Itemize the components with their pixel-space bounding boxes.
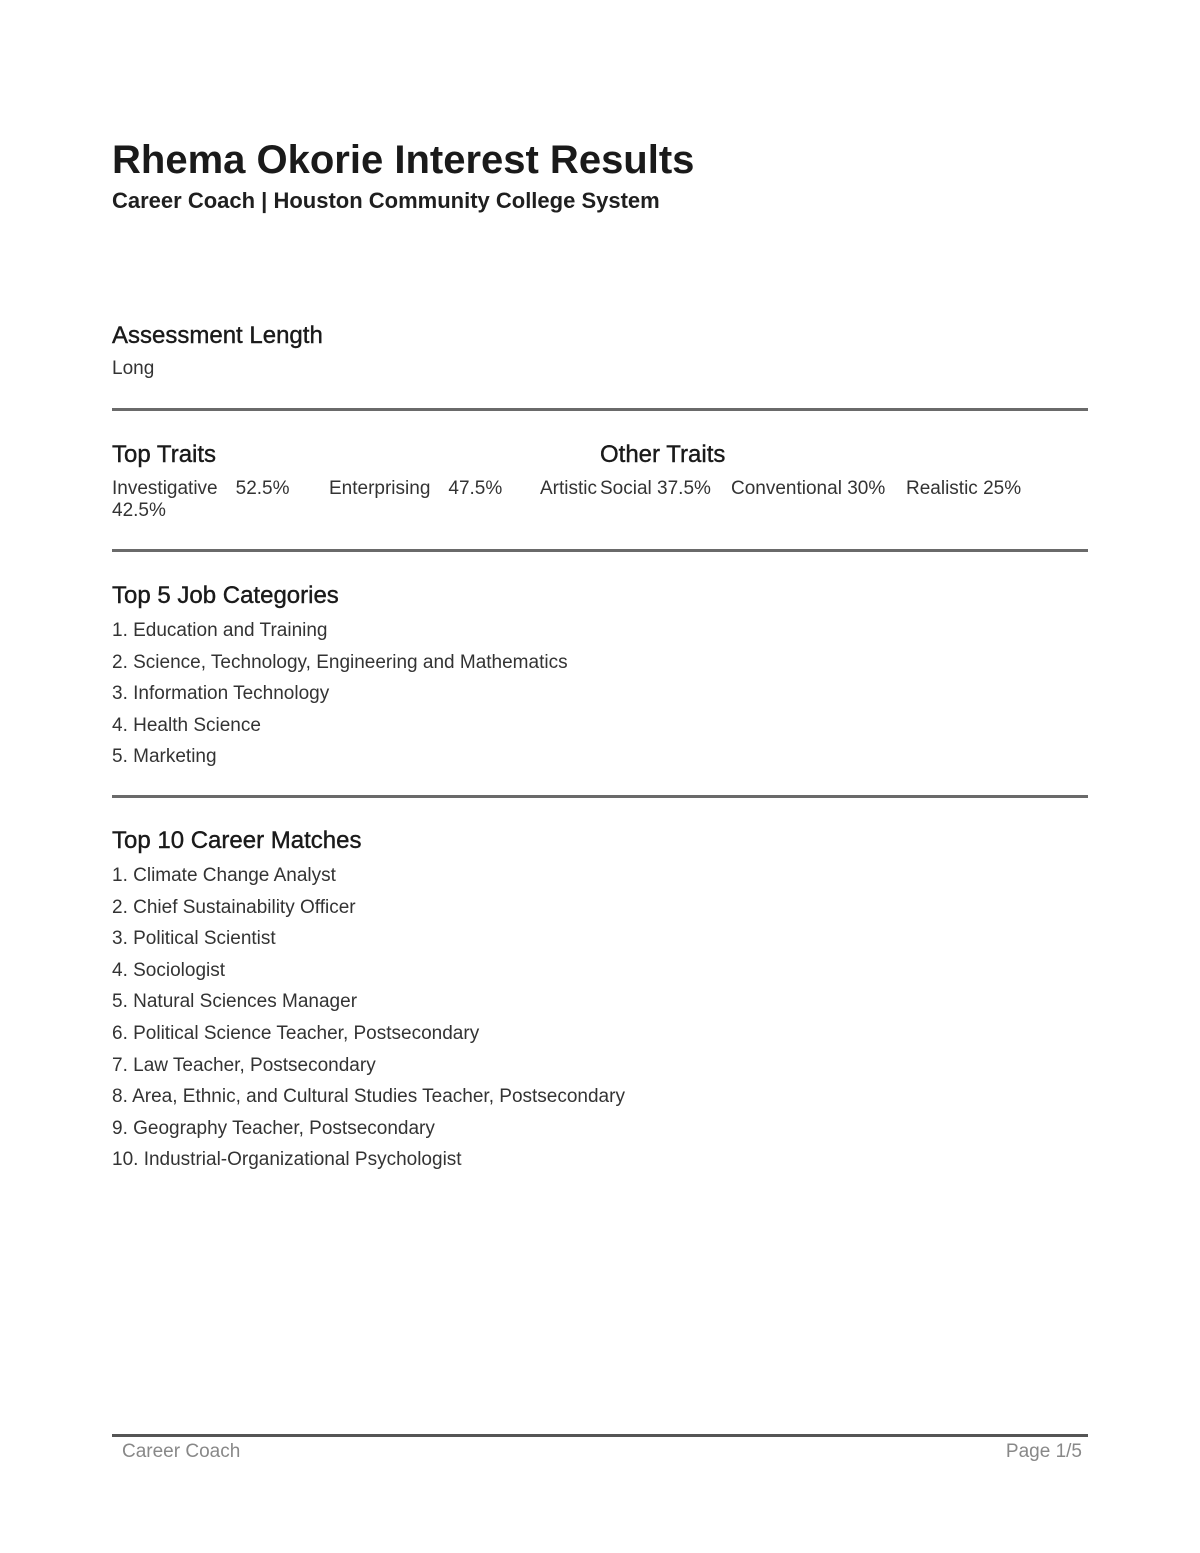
trait-item	[540, 478, 597, 500]
list-item: 3. Political Scientist	[112, 928, 276, 950]
trait-percent: 25%	[983, 478, 1022, 499]
page-number: Page 1/5	[1005, 1441, 1082, 1462]
trait-item	[600, 478, 711, 500]
list-item: 7. Law Teacher, Postsecondary	[112, 1054, 376, 1076]
footer-brand: Career Coach	[122, 1441, 241, 1462]
list-item: 2. Science, Technology, Engineering and Mathematics	[112, 651, 568, 673]
trait-item	[329, 478, 502, 500]
page-subtitle: Career Coach | Houston Community College System	[112, 188, 660, 213]
page-title: Rhema Okorie Interest Results	[112, 138, 695, 182]
career-matches-section	[112, 827, 625, 1181]
footer-divider	[112, 1434, 1088, 1437]
trait-name: Realistic	[906, 478, 978, 499]
assessment-heading: Assessment Length	[112, 322, 323, 349]
assessment-section	[112, 322, 323, 380]
job-categories-heading: Top 5 Job Categories	[112, 582, 339, 609]
list-item: 4. Health Science	[112, 714, 261, 736]
assessment-value: Long	[112, 358, 155, 379]
list-item: 5. Marketing	[112, 746, 217, 768]
list-item: 2. Chief Sustainability Officer	[112, 896, 356, 918]
trait-percent: 42.5%	[112, 500, 166, 521]
trait-name: Investigative	[112, 478, 218, 499]
job-categories-section	[112, 582, 568, 778]
list-item: 3. Information Technology	[112, 683, 330, 705]
traits-row	[112, 478, 1088, 528]
section-divider	[112, 795, 1088, 798]
section-divider	[112, 549, 1088, 552]
career-matches-list	[112, 865, 625, 1181]
list-item: 10. Industrial-Organizational Psychologist	[112, 1149, 462, 1171]
trait-percent: 47.5%	[448, 478, 503, 499]
other-traits-heading: Other Traits	[600, 441, 726, 468]
list-item: 6. Political Science Teacher, Postsecondary	[112, 1022, 480, 1044]
trait-item	[731, 478, 885, 500]
list-item: 1. Education and Training	[112, 620, 328, 641]
list-item: 4. Sociologist	[112, 959, 226, 981]
list-item: 8. Area, Ethnic, and Cultural Studies Teacher, Postsecondary	[112, 1086, 625, 1108]
trait-percent: 30%	[847, 478, 886, 499]
trait-name: Conventional	[731, 478, 842, 499]
trait-item	[906, 478, 1021, 500]
career-matches-heading: Top 10 Career Matches	[112, 827, 362, 854]
trait-item	[112, 478, 290, 500]
list-item: 1. Climate Change Analyst	[112, 865, 336, 886]
job-categories-list	[112, 620, 568, 778]
document-page	[112, 0, 1088, 1553]
trait-name: Artistic	[540, 478, 597, 499]
trait-percent: 52.5%	[235, 478, 290, 499]
trait-name: Social	[600, 478, 652, 499]
trait-name: Enterprising	[329, 478, 431, 499]
list-item: 5. Natural Sciences Manager	[112, 991, 358, 1013]
section-divider	[112, 408, 1088, 411]
list-item: 9. Geography Teacher, Postsecondary	[112, 1117, 435, 1139]
top-traits-heading: Top Traits	[112, 441, 217, 468]
trait-percent: 37.5%	[657, 478, 711, 499]
